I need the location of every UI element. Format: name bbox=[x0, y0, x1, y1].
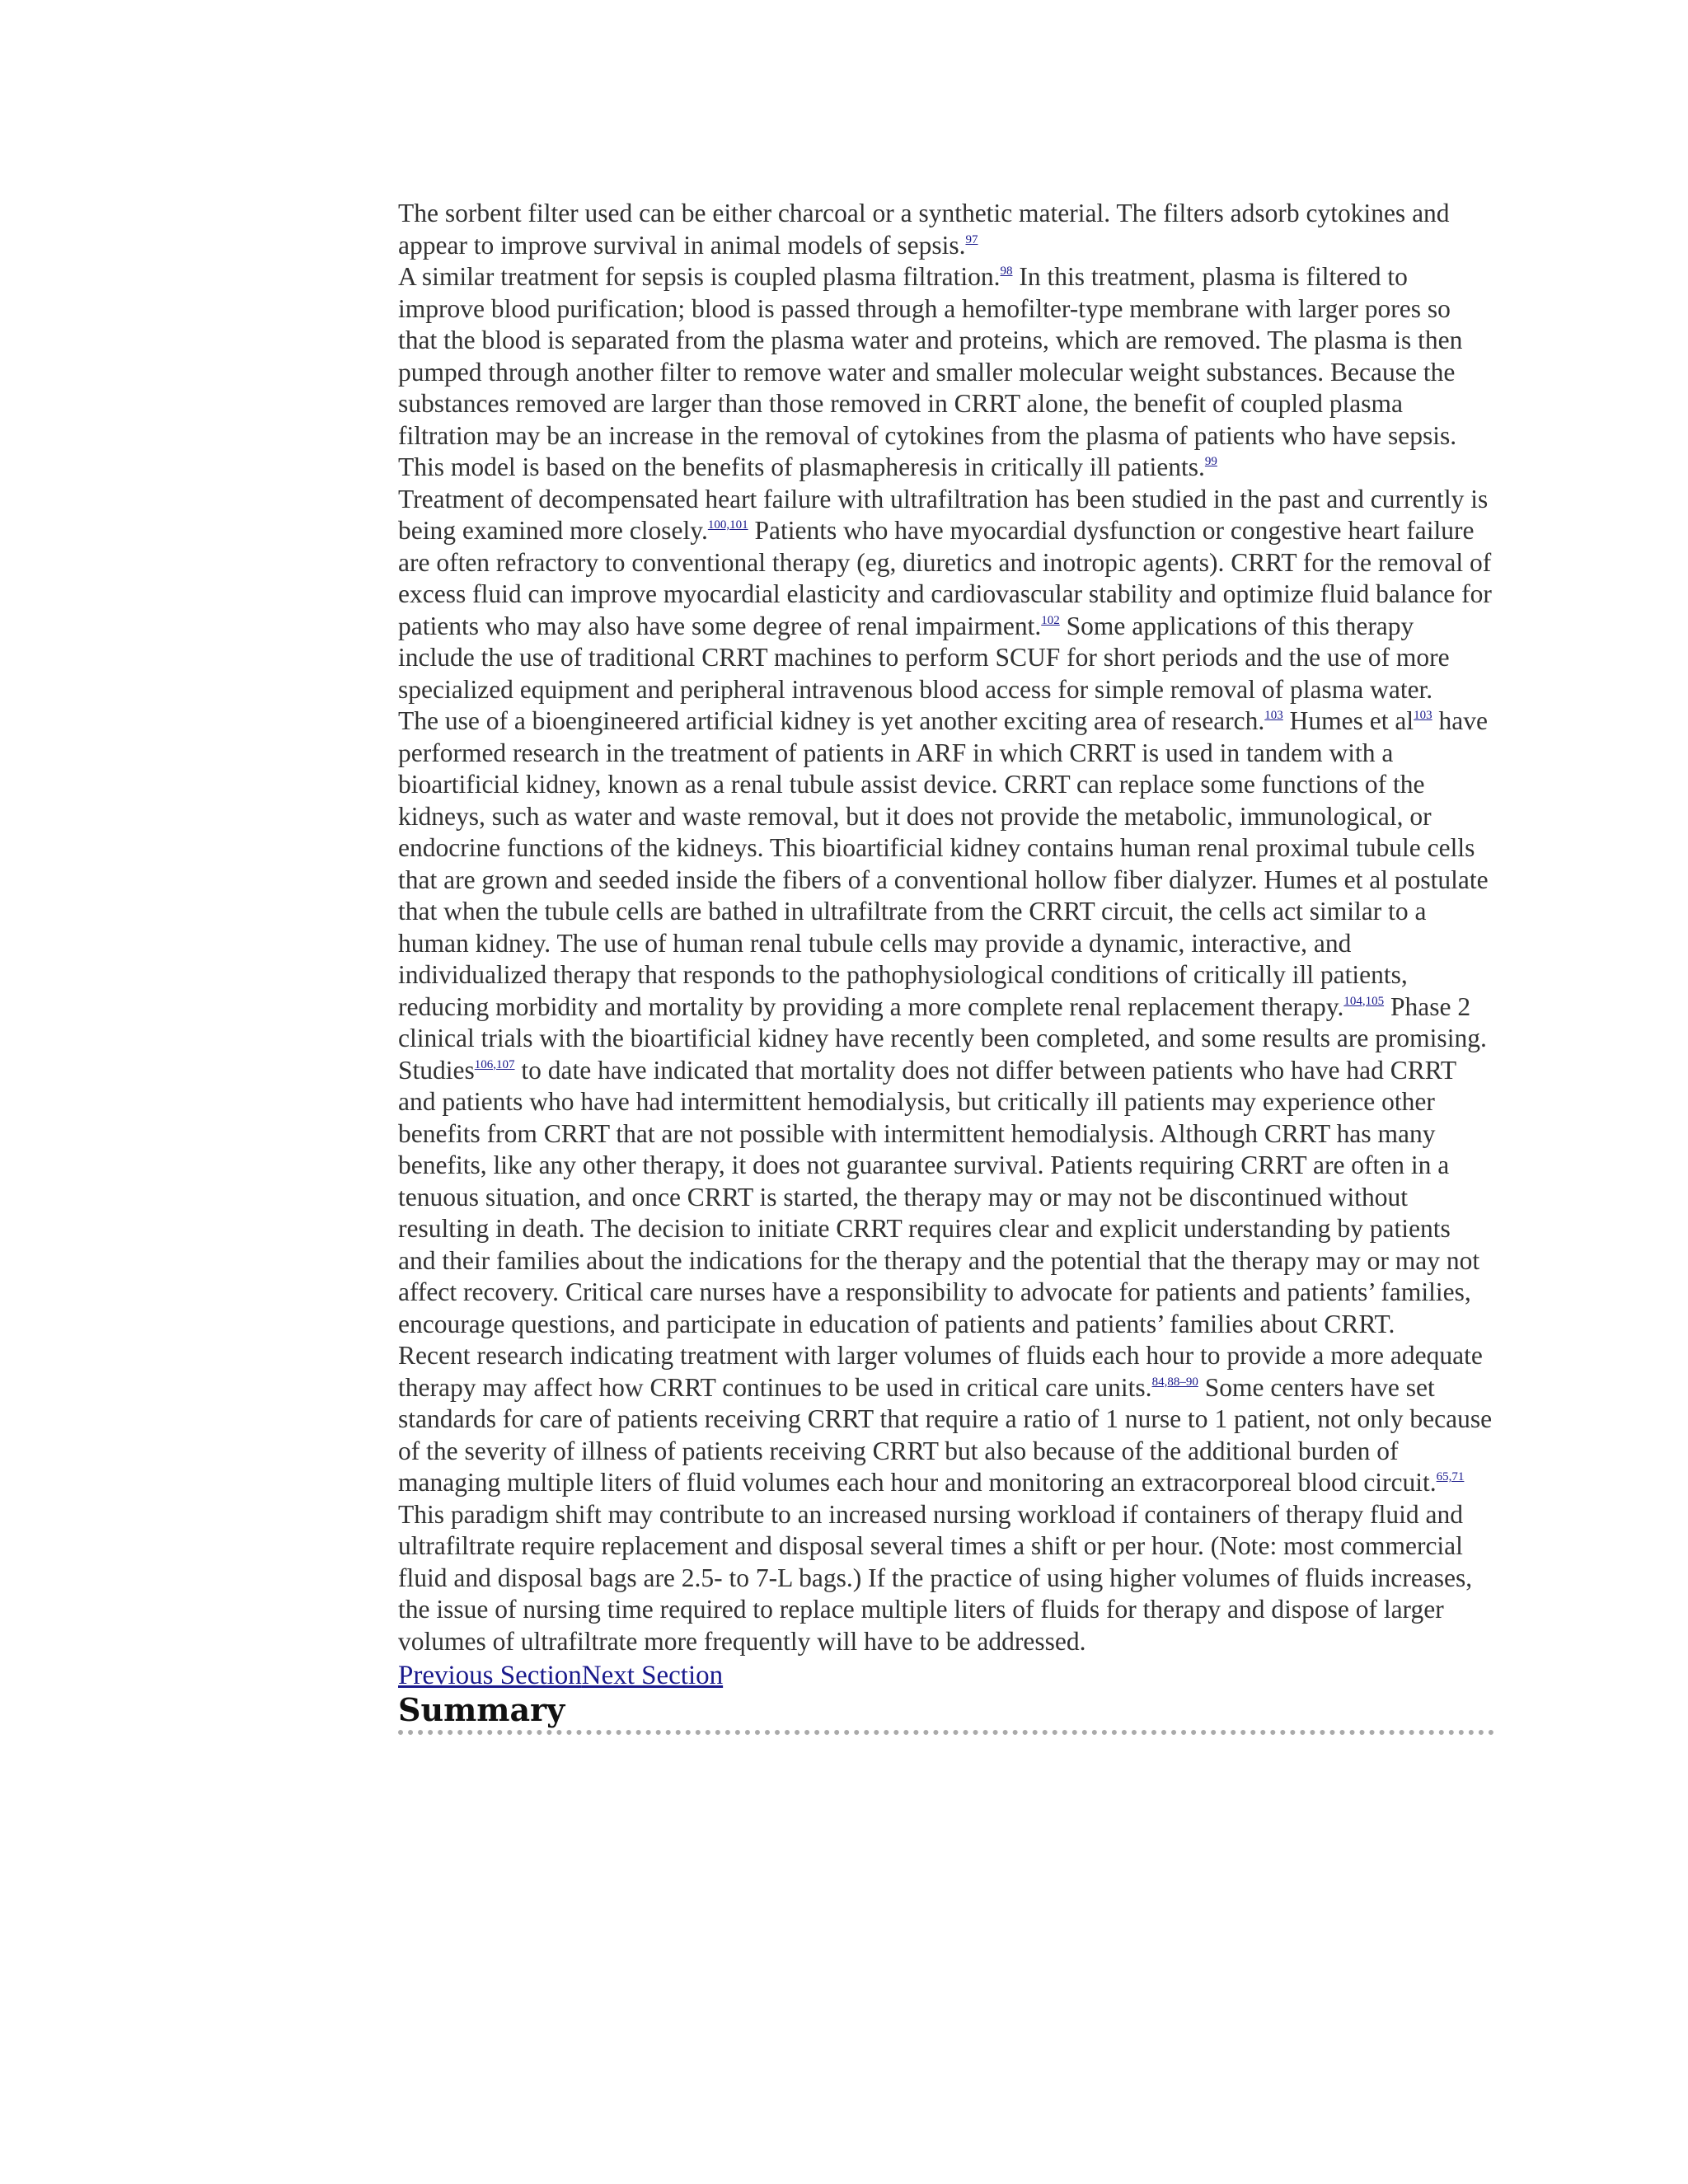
reference-link[interactable]: 102 bbox=[1041, 613, 1060, 627]
reference-link[interactable]: 65,71 bbox=[1436, 1470, 1465, 1483]
article-body bbox=[398, 198, 1494, 1735]
paragraph-text: Some applications of this therapy include the use of traditional CRRT machines to perform SCUF for short periods and the use of more specialized equipment and peripheral intravenous blood access for simple removal of plasma water. bbox=[398, 611, 1450, 704]
paragraph bbox=[398, 1055, 1494, 1341]
reference-link[interactable]: 99 bbox=[1204, 455, 1217, 468]
next-section-link[interactable]: Next Section bbox=[581, 1661, 724, 1690]
reference-superscript bbox=[475, 1058, 515, 1071]
reference-link[interactable]: 97 bbox=[965, 232, 978, 246]
paragraph bbox=[398, 198, 1494, 261]
paragraph-text: Some centers have set standards for care of patients receiving CRRT that require a ratio of 1 nurse to 1 patient, not only because of the severity of illness of patients receiving CRRT but also because of the additional burden of managing multiple liters of fluid volumes each hour and monitoring an extracorporeal blood circuit. bbox=[398, 1372, 1493, 1497]
paragraph-text: A similar treatment for sepsis is coupled plasma filtration. bbox=[398, 262, 1001, 291]
reference-superscript bbox=[1205, 455, 1217, 468]
paragraph-text: to date have indicated that mortality does not differ between patients who have had CRRT and patients who have had intermittent hemodialysis, but critically ill patients may experience other benefits from CRRT that are not possible with intermittent hemodialysis. Although CRRT has many benefits, like any other therapy, it does not guarantee survival. Patients requiring CRRT are often in a tenuous situation, and once CRRT is started, the therapy may or may not be discontinued without resulting in death. The decision to initiate CRRT requires clear and explicit understanding by patients and their families about the indications for the therapy and the potential that the therapy may or may not affect recovery. Critical care nurses have a responsibility to advocate for patients and patients’ families, encourage questions, and participate in education of patients and patients’ families about CRRT. bbox=[398, 1055, 1480, 1338]
reference-superscript bbox=[1000, 265, 1012, 278]
paragraph bbox=[398, 705, 1494, 1055]
paragraph-list bbox=[398, 198, 1494, 1657]
reference-superscript bbox=[1437, 1470, 1465, 1483]
paragraph bbox=[398, 261, 1494, 484]
paragraph-text: In this treatment, plasma is filtered to improve blood purification; blood is passed through a hemofilter-type membrane with larger pores so that the blood is separated from the plasma water and proteins, which are removed. The plasma is then pumped through another filter to remove water and smaller molecular weight substances. Because the substances removed are larger than those removed in CRRT alone, the benefit of coupled plasma filtration may be an increase in the removal of cytokines from the plasma of patients who have sepsis. This model is based on the benefits of plasmapheresis in critically ill patients. bbox=[398, 262, 1463, 481]
reference-superscript bbox=[1414, 709, 1432, 722]
reference-superscript bbox=[1041, 614, 1060, 627]
reference-superscript bbox=[1152, 1376, 1198, 1389]
paragraph-text: Patients who have myocardial dysfunction or congestive heart failure are often refractory to conventional therapy (eg, diuretics and inotropic agents). CRRT for the removal of excess fluid can improve myocardial elasticity and cardiovascular stability and optimize fluid balance for patients who may also have some degree of renal impairment. bbox=[398, 516, 1492, 640]
reference-superscript bbox=[1264, 709, 1283, 722]
paragraph-text: have performed research in the treatment of patients in ARF in which CRRT is used in tandem with a bioartificial kidney, known as a renal tubule assist device. CRRT can replace some functions of the kidneys, such as water and waste removal, but it does not provide the metabolic, immunological, or endocrine functions of the kidneys. This bioartificial kidney contains human renal proximal tubule cells that are grown and seeded inside the fibers of a conventional hollow fiber dialyzer. Humes et al postulate that when the tubule cells are bathed in ultrafiltrate from the CRRT circuit, the cells act similar to a human kidney. The use of human renal tubule cells may provide a dynamic, interactive, and individualized therapy that responds to the pathophysiological conditions of critically ill patients, reducing morbidity and mortality by providing a more complete renal replacement therapy. bbox=[398, 706, 1489, 1021]
paragraph-text: The use of a bioengineered artificial kidney is yet another exciting area of research. bbox=[398, 706, 1265, 735]
paragraph-text: Studies bbox=[398, 1055, 475, 1085]
reference-superscript bbox=[708, 518, 748, 532]
reference-link[interactable]: 104,105 bbox=[1343, 994, 1385, 1008]
reference-link[interactable]: 106,107 bbox=[474, 1057, 515, 1071]
reference-link[interactable]: 103 bbox=[1264, 709, 1283, 722]
paragraph-text: The sorbent filter used can be either charcoal or a synthetic material. The filters adsorb cytokines and appear to improve survival in animal models of sepsis. bbox=[398, 199, 1450, 260]
reference-link[interactable]: 98 bbox=[1000, 265, 1013, 278]
section-navigation bbox=[398, 1659, 1494, 1692]
paragraph-text: Recent research indicating treatment with larger volumes of fluids each hour to provide a more adequate therapy may affect how CRRT continues to be used in critical care units. bbox=[398, 1341, 1483, 1402]
reference-superscript bbox=[965, 233, 978, 246]
reference-link[interactable]: 100,101 bbox=[707, 518, 748, 532]
paragraph-text: Humes et al bbox=[1282, 706, 1414, 735]
reference-link[interactable]: 84,88–90 bbox=[1151, 1375, 1198, 1389]
paragraph bbox=[398, 1340, 1494, 1657]
paragraph-text: This paradigm shift may contribute to an increased nursing workload if containers of therapy fluid and ultrafiltrate require replacement and disposal several times a shift or per hour. (Note: most commercial fluid and disposal bags are 2.5- to 7-L bags.) If the practice of using higher volumes of fluids increases, the issue of nursing time required to replace multiple liters of fluids for therapy and dispose of larger volumes of ultrafiltrate more frequently will have to be addressed. bbox=[398, 1499, 1473, 1656]
summary-heading: Summary bbox=[398, 1692, 1494, 1735]
reference-link[interactable]: 103 bbox=[1414, 709, 1432, 722]
previous-section-link[interactable]: Previous Section bbox=[398, 1661, 582, 1690]
reference-superscript bbox=[1343, 995, 1384, 1008]
paragraph bbox=[398, 484, 1494, 706]
paragraph-text: Phase 2 clinical trials with the bioartificial kidney have recently been completed, and some results are promising. bbox=[398, 991, 1487, 1052]
paragraph-text: Treatment of decompensated heart failure with ultrafiltration has been studied in the past and currently is being examined more closely. bbox=[398, 484, 1489, 545]
